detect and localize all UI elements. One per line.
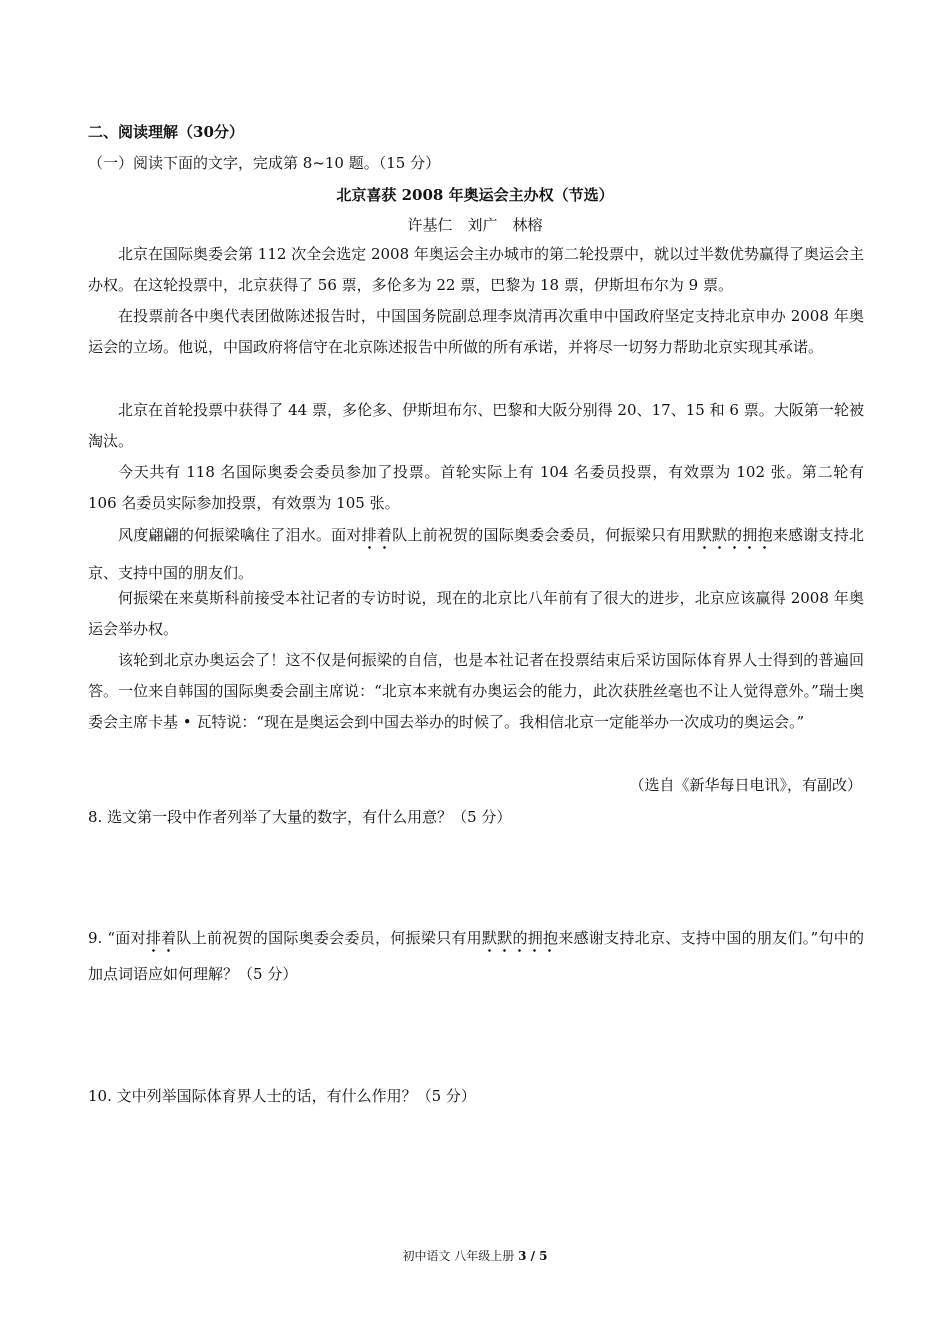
article-paragraph-5	[88, 516, 864, 592]
question-9	[88, 920, 864, 992]
article-authors: 许基仁 刘广 林榕	[407, 216, 543, 234]
article-paragraph-2: 在投票前各中奥代表团做陈述报告时，中国国务院副总理李岚清再次重申中国政府坚定支持北京申办 2008 年奥运会的立场。他说，中国政府将信守在北京陈述报告中所做的所有承诺，并将尽一切努力帮助北京实现其承诺。	[88, 307, 864, 356]
p5-text-a: 风度翩翩的何振梁噙住了泪水。面对	[118, 526, 362, 544]
article-paragraph-3: 北京在首轮投票中获得了 44 票，多伦多、伊斯坦布尔、巴黎和大阪分别得 20、17、15 和 6 票。大阪第一轮被淘汰。	[88, 401, 864, 450]
p5-dotted-word-2: 默默的拥抱	[696, 526, 773, 544]
footer-page-number: 3 / 5	[518, 1249, 548, 1263]
page-footer	[0, 1246, 950, 1266]
article-paragraph-4: 今天共有 118 名国际奥委会委员参加了投票。首轮实际上有 104 名委员投票，有效票为 102 张。第二轮有 106 名委员实际参加投票，有效票为 105 张。	[88, 463, 864, 512]
article-title: 北京喜获 2008 年奥运会主办权（节选）	[336, 186, 614, 204]
q9-dotted-word-2: 默默的拥抱	[481, 929, 559, 947]
q9-dotted-word-1: 排着	[145, 929, 177, 947]
q9-text-a: 9. “面对	[88, 929, 146, 947]
article-paragraph-1: 北京在国际奥委会第 112 次全会选定 2008 年奥运会主办城市的第二轮投票中，就以过半数优势赢得了奥运会主办权。在这轮投票中，北京获得了 56 票，多伦多为 22 票，巴黎为 18 票，伊斯坦布尔为 9 票。	[88, 245, 864, 294]
article-paragraph-7: 该轮到北京办奥运会了！这不仅是何振梁的自信，也是本社记者在投票结束后采访国际体育界人士得到的普遍回答。一位来自韩国的国际奥委会副主席说：“北京本来就有办奥运会的能力，此次获胜丝毫也不让人觉得意外。”瑞士奥委会主席卡基 • 瓦特说：“现在是奥运会到中国去举办的时候了。我相信北京一定能举办一次成功的奥运会。”	[88, 651, 864, 731]
article-paragraph-6: 何振梁在来莫斯科前接受本社记者的专访时说，现在的北京比八年前有了很大的进步，北京应该赢得 2008 年奥运会举办权。	[88, 589, 864, 638]
p5-text-c: 来感谢支持北京、支持中国的朋友们。	[88, 526, 864, 582]
q9-text-c: 来感谢支持北京、支持中国的朋友们。”句中的加点词语应如何理解？（5 分）	[88, 929, 865, 983]
sub-instruction: （一）阅读下面的文字，完成第 8~10 题。（15 分）	[88, 154, 441, 172]
p5-text-b: 队上前祝贺的国际奥委会委员，何振梁只有用	[392, 526, 697, 544]
p5-dotted-word-1: 排着	[361, 526, 393, 544]
q9-text-b: 队上前祝贺的国际奥委会委员，何振梁只有用	[176, 929, 482, 947]
section-title: 二、阅读理解（30分）	[88, 123, 244, 141]
question-8: 8. 选文第一段中作者列举了大量的数字，有什么用意？（5 分）	[88, 808, 512, 826]
question-10: 10. 文中列举国际体育界人士的话，有什么作用？（5 分）	[88, 1087, 476, 1105]
footer-text: 初中语文 八年级上册	[402, 1249, 519, 1263]
article-source: （选自《新华每日电讯》，有副改）	[629, 776, 862, 794]
